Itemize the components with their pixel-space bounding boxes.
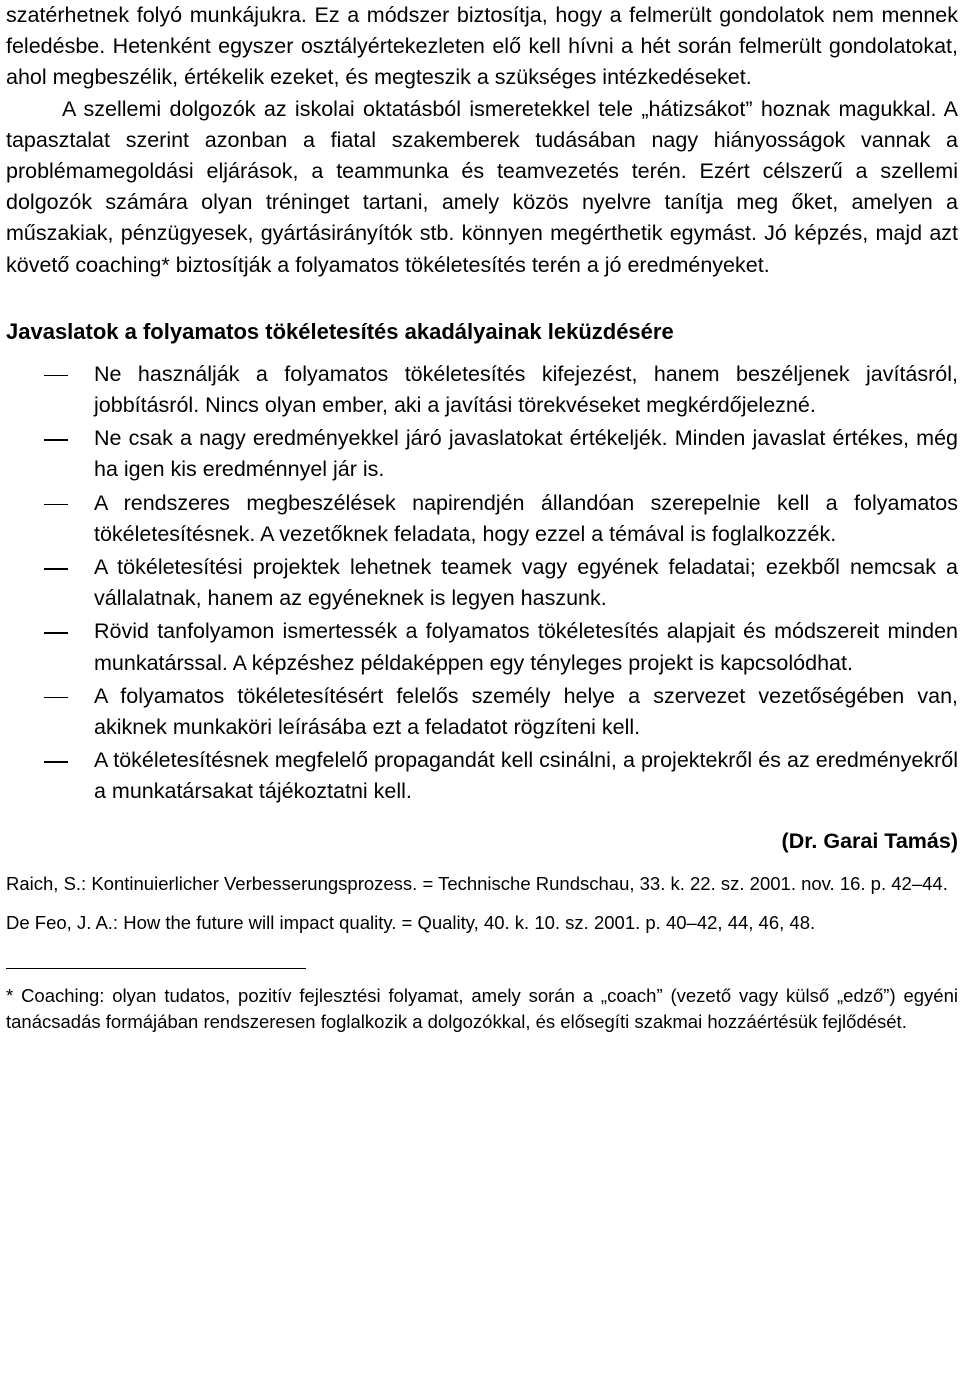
dash-bullet-icon	[44, 632, 68, 634]
footnote-divider	[6, 968, 306, 970]
list-item	[6, 552, 958, 614]
dash-bullet-icon	[44, 504, 68, 506]
list-item	[6, 681, 958, 743]
dash-bullet-icon	[44, 697, 68, 699]
list-item-text: A rendszeres megbeszélések napirendjén állandóan szerepelnie kell a folyamatos tökéletesítésnek. A vezetőknek feladata, hogy ezzel a témával is foglalkozzék.	[94, 490, 958, 546]
body-paragraph-1: szatérhetnek folyó munkájukra. Ez a módszer biztosítja, hogy a felmerült gondolatok nem mennek feledésbe. Hetenként egyszer osztályértekezleten elő kell hívni a hét során felmerült gondolatokat, ahol megbeszélik, értékelik ezeket, és megteszik a szükséges intézkedéseket.	[6, 3, 958, 90]
list-item-text: A tökéletesítési projektek lehetnek teamek vagy egyének feladatai; ezekből nemcsak a vállalatnak, hanem az egyéneknek is legyen haszunk.	[94, 555, 958, 611]
reference-2: De Feo, J. A.: How the future will impact quality. = Quality, 40. k. 10. sz. 2001. p. 40–42, 44, 46, 48.	[6, 911, 816, 933]
list-item-text: Ne csak a nagy eredményekkel járó javaslatokat értékeljék. Minden javaslat értékes, még ha igen kis eredménnyel jár is.	[94, 426, 958, 482]
dash-bullet-icon	[44, 439, 68, 441]
reference-1: Raich, S.: Kontinuierlicher Verbesserungsprozess. = Technische Rundschau, 33. k. 22. sz. 2001. nov. 16. p. 42–44.	[6, 872, 948, 894]
body-paragraph-2: A szellemi dolgozók az iskolai oktatásból ismeretekkel tele „hátizsákot” hoznak magukkal. A tapasztalat szerint azonban a fiatal szakemberek tudásában nagy hiányosságok vannak a problémamegoldási eljárások, a teammunka és teamvezetés terén. Ezért célszerű a szellemi dolgozók számára olyan tréninget tartani, amely közös nyelvre tanítja meg őket, amelyen a műszakiak, pénzügyesek, gyártásirányítók stb. könnyen megérthetik egymást. Jó képzés, majd azt követő coaching* biztosítják a folyamatos tökéletesítés terén a jó eredményeket.	[6, 96, 958, 277]
list-item-text: Ne használják a folyamatos tökéletesítés kifejezést, hanem beszéljenek javításról, jobbításról. Nincs olyan ember, aki a javítási törekvéseket megkérdőjelezné.	[94, 361, 958, 418]
recommendation-list	[6, 359, 958, 808]
list-item	[6, 359, 958, 421]
list-item	[6, 616, 958, 678]
list-item-text: Rövid tanfolyamon ismertessék a folyamatos tökéletesítés alapjait és módszereit minden munkatárssal. A képzéshez példaképpen egy tényleges projekt is kapcsolódhat.	[94, 619, 958, 675]
dash-bullet-icon	[44, 568, 68, 570]
footnote: * Coaching: olyan tudatos, pozitív fejlesztési folyamat, amely során a „coach” (vezető vagy külső „edző”) egyéni tanácsadás formájában rendszeresen foglalkozik a dolgozókkal, és elősegíti szakmai hozzáértésük fejlődését.	[6, 985, 958, 1033]
list-item	[6, 423, 958, 485]
section-heading: Javaslatok a folyamatos tökéletesítés akadályainak leküzdésére	[6, 318, 674, 344]
author-signature: (Dr. Garai Tamás)	[781, 828, 958, 853]
dash-bullet-icon	[44, 761, 68, 763]
document-page	[6, 0, 958, 1035]
list-item	[6, 488, 958, 550]
list-item-text: A folyamatos tökéletesítésért felelős személy helye a szervezet vezetőségében van, akiknek munkaköri leírásába ezt a feladatot rögzíteni kell.	[94, 683, 958, 740]
list-item	[6, 745, 958, 807]
dash-bullet-icon	[44, 375, 68, 377]
list-item-text: A tökéletesítésnek megfelelő propagandát kell csinálni, a projektekről és az eredményekről a munkatársakat tájékoztatni kell.	[94, 748, 958, 804]
